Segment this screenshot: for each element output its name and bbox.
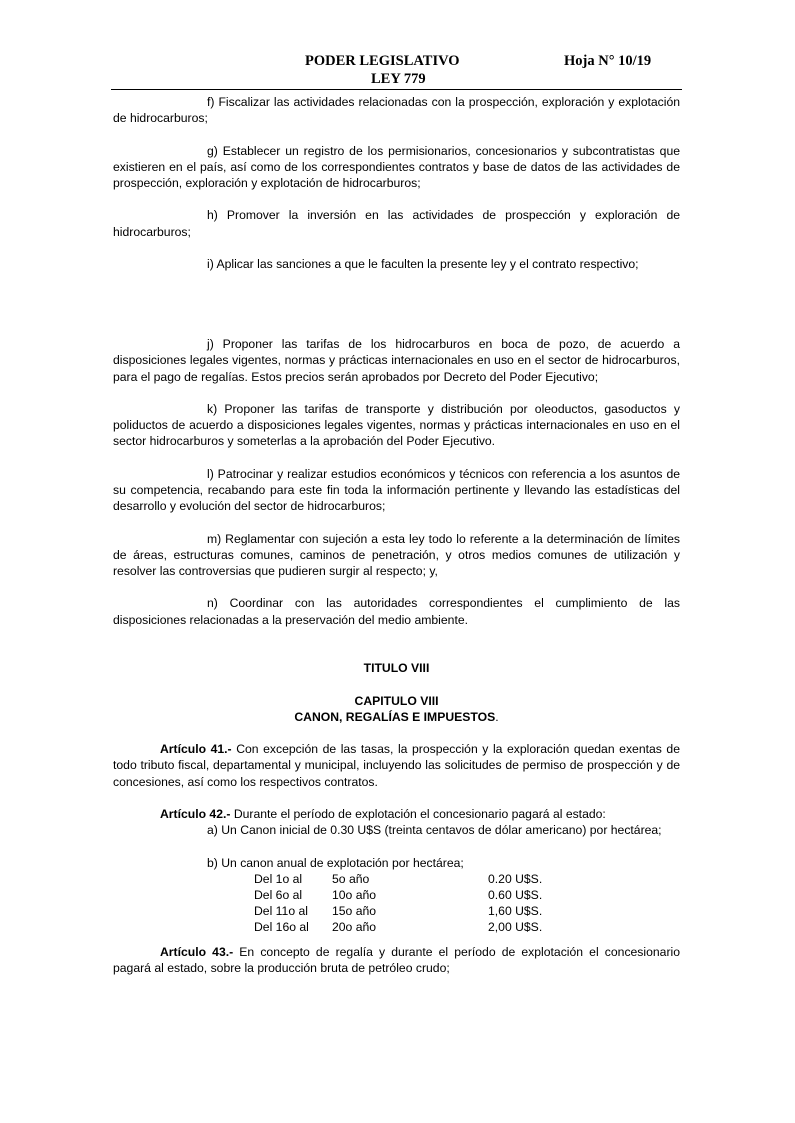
capitulo-name-suffix: . [495, 709, 499, 724]
table-cell: Del 11o al [254, 904, 308, 919]
item-f: f) Fiscalizar las actividades relacionadas con la prospección, exploración y explotación de hidrocarburos; [113, 95, 680, 126]
item-i: i) Aplicar las sanciones a que le faculten la presente ley y el contrato respectivo; [207, 256, 639, 271]
article-43-text: En concepto de regalía y durante el período de explotación el concesionario pagará al estado, sobre la producción bruta de petróleo crudo; [113, 944, 680, 975]
article-43 [113, 944, 680, 976]
table-cell: 0.60 U$S. [488, 887, 543, 902]
titulo-heading: TITULO VIII [363, 661, 430, 676]
table-cell: Del 1o al [254, 871, 303, 886]
item-g: g) Establecer un registro de los permisionarios, concesionarios y subcontratistas que existieren en el país, así como de los correspondientes contratos y base de datos de las actividades de prospección, exploración y explotación de hidrocarburos; [113, 143, 680, 190]
item-h: h) Promover la inversión en las actividades de prospección y exploración de hidrocarburos; [113, 208, 680, 239]
canon-table [254, 871, 542, 936]
table-row [254, 887, 542, 903]
article-42-text: Durante el período de explotación el concesionario pagará al estado: [230, 806, 606, 821]
table-cell: 15o año [332, 904, 377, 919]
article-42 [113, 806, 680, 822]
capitulo-heading: CAPITULO VIII [354, 693, 439, 708]
table-row [254, 903, 542, 919]
table-row [254, 871, 542, 887]
table-row [254, 919, 542, 935]
article-43-label: Artículo 43.- [160, 944, 234, 959]
item-j: j) Proponer las tarifas de los hidrocarburos en boca de pozo, de acuerdo a disposiciones legales vigentes, normas y prácticas internacionales en uso en el sector de hidrocarburos, para el pago de regalías. Estos precios serán aprobados por Decreto del Poder Ejecutivo; [113, 337, 680, 384]
header-divider [111, 89, 682, 90]
capitulo-name-text: CANON, REGALÍAS E IMPUESTOS [294, 709, 496, 724]
item-l: l) Patrocinar y realizar estudios económicos y técnicos con referencia a los asuntos de su competencia, recabando para este fin toda la información pertinente y llevando las estadísticas del desarrollo y evolución del sector de hidrocarburos; [113, 466, 680, 514]
document-body [113, 94, 680, 976]
article-41-label: Artículo 41.- [160, 742, 232, 757]
table-cell: 5o año [332, 871, 370, 886]
table-cell: 20o año [332, 920, 377, 935]
table-cell: 0.20 U$S. [488, 871, 543, 886]
article-41 [113, 741, 680, 790]
item-k: k) Proponer las tarifas de transporte y distribución por oleoductos, gasoductos y poliductos de acuerdo a disposiciones legales vigentes, normas y prácticas internacionales en uso en el sector hidrocarburos y someterlas a la aprobación del Poder Ejecutivo. [113, 401, 680, 449]
capitulo-name [113, 709, 680, 725]
table-cell: 2,00 U$S. [488, 920, 543, 935]
table-cell: Del 6o al [254, 887, 303, 902]
header-title: PODER LEGISLATIVO [305, 53, 460, 69]
item-n: n) Coordinar con las autoridades correspondientes el cumplimiento de las disposiciones relacionadas a la preservación del medio ambiente. [113, 596, 680, 627]
article-41-text: Con excepción de las tasas, la prospección y la exploración quedan exentas de todo tributo fiscal, departamental y municipal, incluyendo las solicitudes de permiso de prospección y de concesiones, así como los respectivos contratos. [113, 742, 680, 789]
article-42-item-b: b) Un canon anual de explotación por hectárea; [207, 855, 464, 870]
article-42-label: Artículo 42.- [160, 806, 231, 821]
table-cell: 10o año [332, 887, 377, 902]
header-law-number: LEY 779 [371, 71, 426, 87]
table-cell: Del 16o al [254, 920, 309, 935]
header-sheet-number: Hoja N° 10/19 [564, 53, 652, 69]
table-cell: 1,60 U$S. [488, 904, 543, 919]
article-42-item-a: a) Un Canon inicial de 0.30 U$S (treinta centavos de dólar americano) por hectárea; [207, 823, 662, 838]
item-m: m) Reglamentar con sujeción a esta ley todo lo referente a la determinación de límites de áreas, estructuras comunes, caminos de penetración, y otros medios comunes de utilización y resolver las controversias que pudieren surgir al respecto; y, [113, 531, 680, 578]
